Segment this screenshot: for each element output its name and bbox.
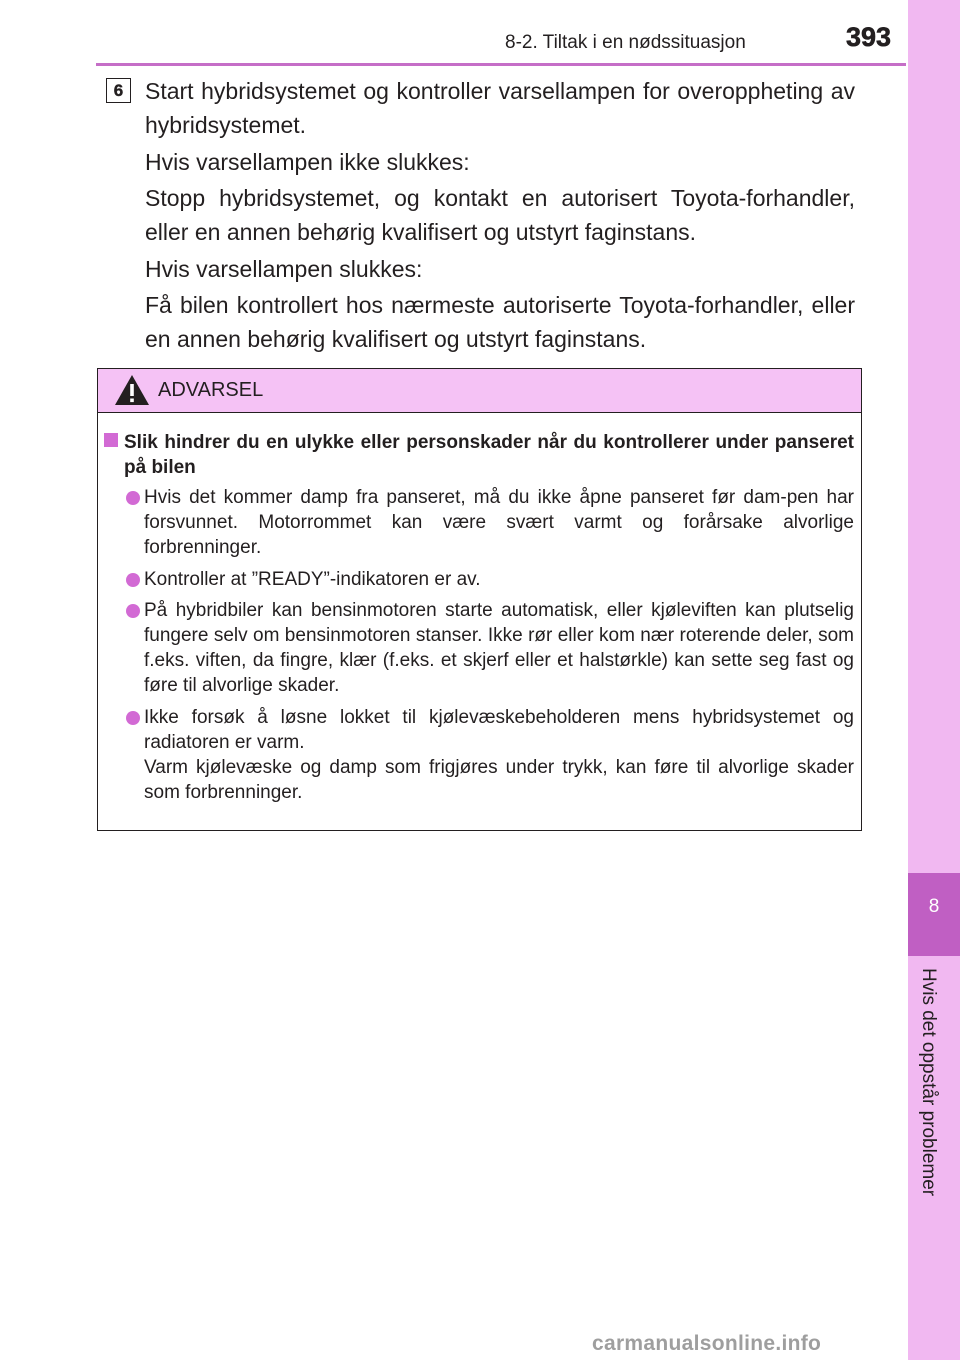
- header-section-title: 8-2. Tiltak i en nødssituasjon: [505, 32, 746, 53]
- step-paragraph-4: Hvis varsellampen slukkes:: [145, 256, 423, 282]
- square-bullet-icon: [104, 433, 118, 447]
- warning-item-1: Hvis det kommer damp fra panseret, må du ikke åpne panseret før dam-pen har forsvunnet. Motorrommet kan være svært varmt og forårsake alvorlige forbrenninger.: [144, 487, 854, 558]
- warning-triangle-icon: [114, 374, 150, 406]
- step-paragraph-1: Start hybridsystemet og kontroller varsellampen for overoppheting av hybridsystemet.: [145, 78, 855, 138]
- warning-heading: Slik hindrer du en ulykke eller personskader når du kontrollerer under panseret på bilen: [124, 432, 854, 478]
- circle-bullet-icon: [126, 491, 140, 505]
- warning-header: [98, 369, 861, 413]
- warning-title: ADVARSEL: [158, 379, 264, 401]
- circle-bullet-icon: [126, 573, 140, 587]
- warning-item-4-continued: Varm kjølevæske og damp som frigjøres under trykk, kan føre til alvorlige skader som forbrenninger.: [144, 757, 854, 803]
- step-paragraph-3: Stopp hybridsystemet, og kontakt en autorisert Toyota-forhandler, eller en annen behørig kvalifisert og utstyrt faginstans.: [145, 185, 855, 245]
- step-number-badge: 6: [106, 78, 131, 103]
- warning-item-3: På hybridbiler kan bensinmotoren starte automatisk, eller kjøleviften kan plutselig fungere selv om bensinmotoren stanser. Ikke rør eller kom nær roterende deler, som f.eks. viften, da fingre, klær (f.eks. et skjerf eller et halstørkle) kan sette seg fast og føre til alvorlige skader.: [144, 600, 854, 696]
- step-paragraph-2: Hvis varsellampen ikke slukkes:: [145, 149, 470, 175]
- warning-item-4: Ikke forsøk å løsne lokket til kjølevæskebeholderen mens hybridsystemet og radiatoren er varm.: [144, 707, 854, 753]
- step-paragraph-5: Få bilen kontrollert hos nærmeste autoriserte Toyota-forhandler, eller en annen behørig kvalifisert og utstyrt faginstans.: [145, 292, 855, 352]
- warning-box: [97, 368, 862, 831]
- chapter-title: Hvis det oppstår problemer: [918, 968, 939, 1197]
- warning-item-2: Kontroller at ”READY”-indikatoren er av.: [144, 569, 481, 590]
- header-divider: [96, 63, 906, 66]
- page-number: 393: [846, 22, 892, 52]
- footer-watermark: carmanualsonline.info: [592, 1332, 822, 1355]
- chapter-number: 8: [928, 896, 940, 917]
- circle-bullet-icon: [126, 604, 140, 618]
- circle-bullet-icon: [126, 711, 140, 725]
